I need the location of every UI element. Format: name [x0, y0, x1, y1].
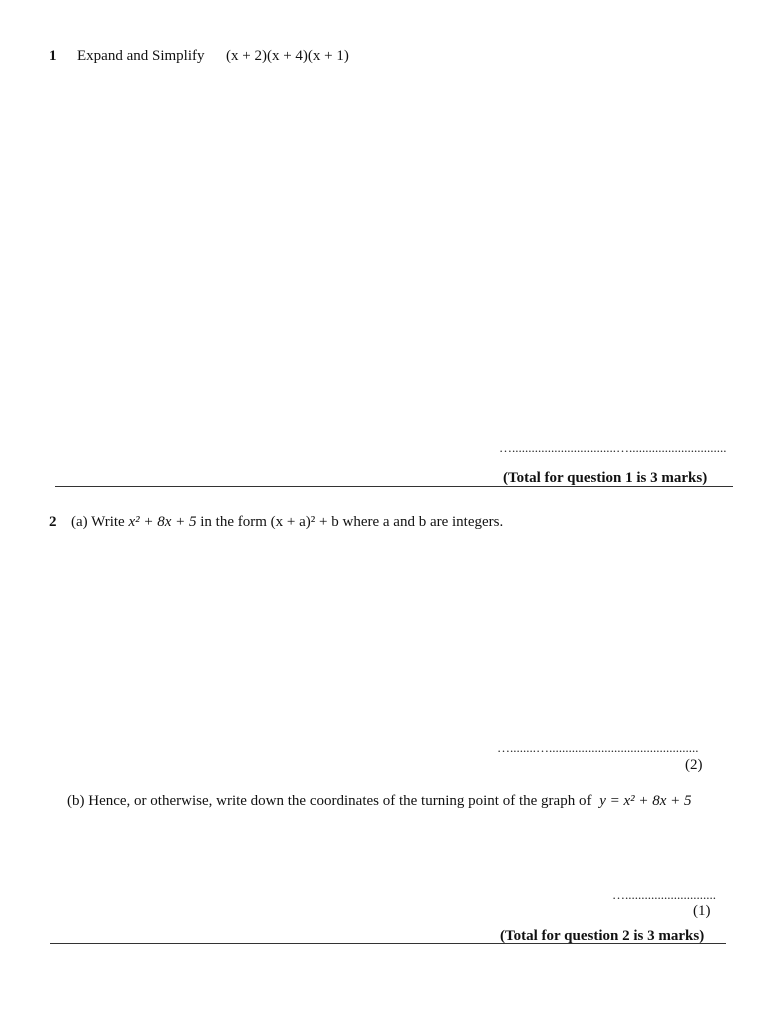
question-1-divider: [55, 486, 733, 487]
question-1-number: 1: [49, 48, 57, 64]
question-2a-text-middle: in the form: [200, 514, 267, 530]
question-2a-text-before: Write: [91, 514, 125, 530]
question-2b-prompt: [67, 793, 692, 810]
question-2b-marks: (1): [693, 903, 711, 919]
question-1-answer-line: …................................…..............................: [499, 440, 727, 455]
question-2b-text: Hence, or otherwise, write down the coordinates of the turning point of the graph of: [88, 793, 592, 809]
question-2a-form: (x + a)² + b: [270, 514, 339, 530]
question-2a-prompt: [71, 514, 503, 531]
question-2b-answer-line: …............................: [612, 887, 716, 902]
question-2a-answer-line: …........…..............................................: [497, 740, 699, 755]
question-2a-marks: (2): [685, 757, 703, 773]
question-2-number: 2: [49, 514, 57, 530]
question-2-divider: [50, 943, 726, 944]
question-1-total-marks: (Total for question 1 is 3 marks): [503, 470, 708, 486]
question-2b-equation: y = x² + 8x + 5: [599, 793, 692, 809]
question-1-instruction: Expand and Simplify: [77, 48, 205, 64]
question-2a-label: (a): [71, 514, 88, 530]
question-2a-text-after: where a and b are integers.: [342, 514, 504, 530]
question-2b-label: (b): [67, 793, 85, 809]
question-2a-expression: x² + 8x + 5: [128, 514, 197, 530]
question-2-total-marks: (Total for question 2 is 3 marks): [500, 928, 705, 944]
question-1-expression: (x + 2)(x + 4)(x + 1): [226, 48, 349, 64]
